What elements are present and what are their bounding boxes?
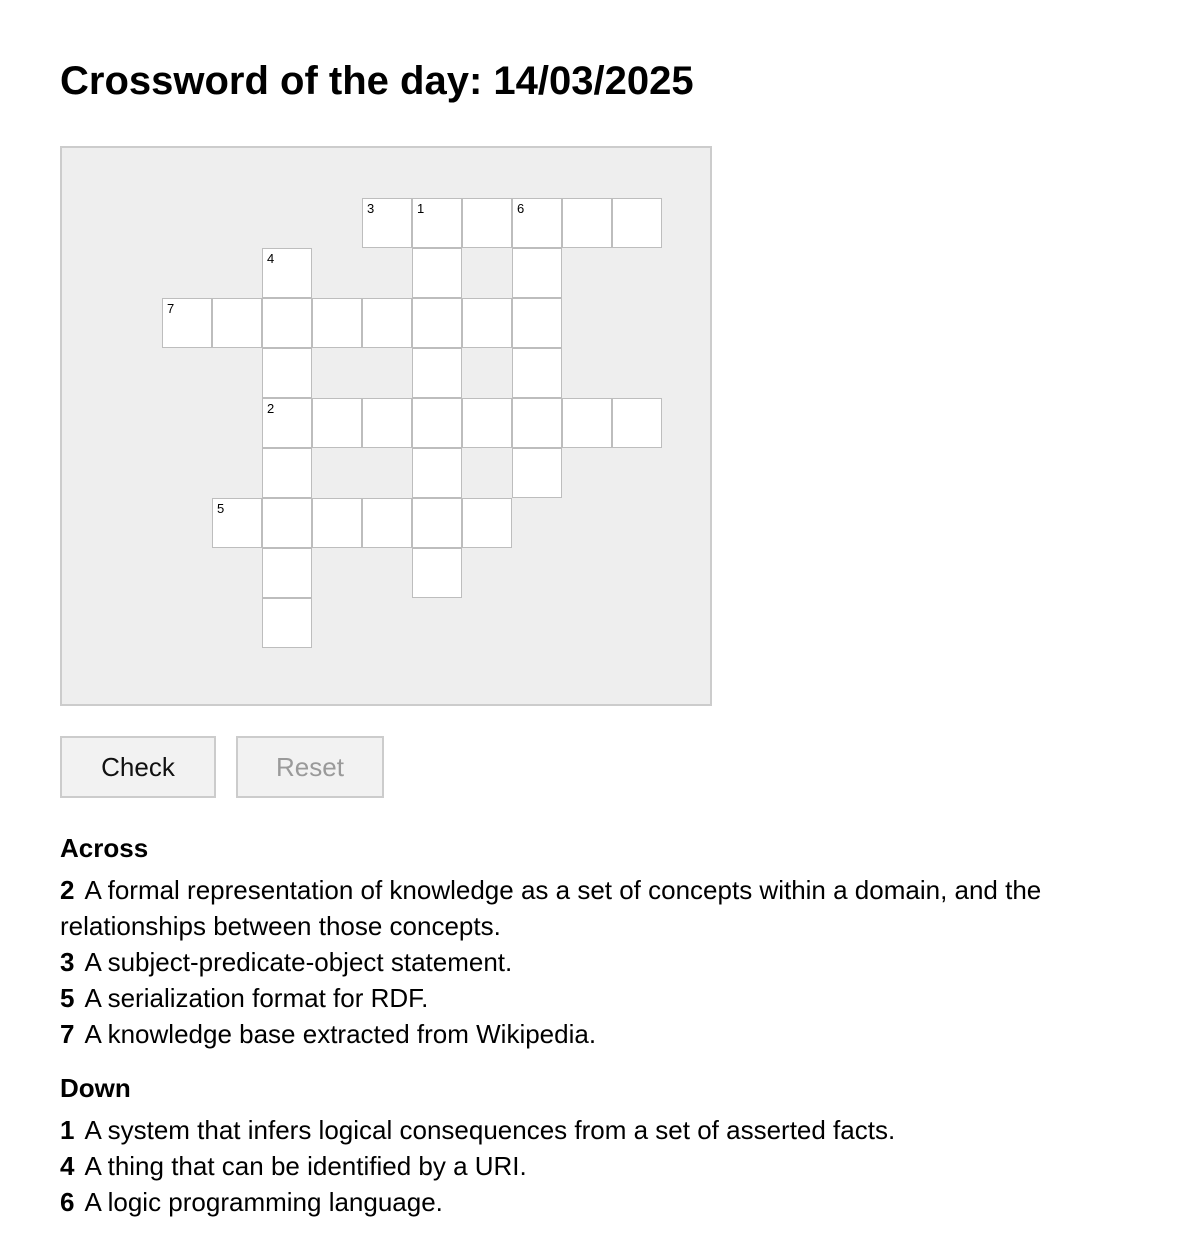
cell-input[interactable] [413, 249, 461, 297]
grid-cell[interactable] [262, 598, 312, 648]
grid-cell[interactable] [412, 398, 462, 448]
across-clue [60, 980, 1160, 1016]
grid-cell[interactable] [512, 398, 562, 448]
cell-input[interactable] [313, 299, 361, 347]
grid-cell[interactable] [262, 248, 312, 298]
grid-cell[interactable] [262, 348, 312, 398]
cell-input[interactable] [213, 299, 261, 347]
grid-cell[interactable] [412, 448, 462, 498]
check-button[interactable]: Check [60, 736, 216, 798]
cell-input[interactable] [513, 449, 561, 497]
cell-input[interactable] [263, 499, 311, 547]
grid-cell[interactable] [512, 298, 562, 348]
grid-cell[interactable] [612, 198, 662, 248]
grid-cell[interactable] [512, 348, 562, 398]
grid-cell[interactable] [462, 198, 512, 248]
grid-cell[interactable] [412, 548, 462, 598]
crossword-grid [60, 146, 712, 706]
cell-input[interactable] [263, 449, 311, 497]
cell-input[interactable] [413, 499, 461, 547]
grid-cell[interactable] [262, 498, 312, 548]
cell-input[interactable] [213, 499, 261, 547]
clue-text: A serialization format for RDF. [84, 983, 429, 1013]
clue-text: A thing that can be identified by a URI. [84, 1151, 527, 1181]
grid-cell[interactable] [412, 348, 462, 398]
clue-number: 5 [217, 501, 225, 516]
cell-input[interactable] [613, 399, 661, 447]
across-clue [60, 944, 1160, 980]
grid-cell[interactable] [162, 298, 212, 348]
clue-text: A system that infers logical consequences from a set of asserted facts. [84, 1115, 896, 1145]
cell-input[interactable] [263, 299, 311, 347]
clue-number: 3 [60, 947, 75, 977]
cell-input[interactable] [513, 349, 561, 397]
across-clue [60, 1016, 1160, 1052]
across-heading: Across [60, 833, 149, 863]
grid-cell[interactable] [512, 448, 562, 498]
cell-input[interactable] [363, 299, 411, 347]
cell-input[interactable] [263, 599, 311, 647]
cell-input[interactable] [463, 199, 511, 247]
cell-input[interactable] [563, 199, 611, 247]
grid-cell[interactable] [262, 548, 312, 598]
grid-cell[interactable] [312, 498, 362, 548]
grid-cell[interactable] [212, 298, 262, 348]
down-clue [60, 1148, 1160, 1184]
cell-input[interactable] [413, 299, 461, 347]
clue-number: 6 [517, 201, 525, 216]
grid-cell[interactable] [262, 448, 312, 498]
cell-input[interactable] [513, 399, 561, 447]
clue-number: 3 [367, 201, 375, 216]
cell-input[interactable] [463, 299, 511, 347]
grid-cell[interactable] [362, 298, 412, 348]
grid-cell[interactable] [362, 498, 412, 548]
cell-input[interactable] [163, 299, 211, 347]
grid-cell[interactable] [312, 298, 362, 348]
clue-number: 5 [60, 983, 75, 1013]
cell-input[interactable] [563, 399, 611, 447]
grid-cell[interactable] [312, 398, 362, 448]
grid-cell[interactable] [262, 398, 312, 448]
clue-number: 2 [60, 875, 75, 905]
cell-input[interactable] [413, 549, 461, 597]
cell-input[interactable] [363, 399, 411, 447]
cell-input[interactable] [513, 199, 561, 247]
cell-input[interactable] [263, 549, 311, 597]
across-clue [60, 872, 1160, 944]
cell-input[interactable] [413, 449, 461, 497]
clue-number: 4 [267, 251, 275, 266]
down-clue [60, 1184, 1160, 1220]
reset-button[interactable]: Reset [236, 736, 384, 798]
down-heading: Down [60, 1073, 131, 1103]
cell-input[interactable] [463, 499, 511, 547]
cell-input[interactable] [263, 399, 311, 447]
clue-number: 1 [60, 1115, 75, 1145]
grid-cell[interactable] [412, 498, 462, 548]
cell-input[interactable] [413, 199, 461, 247]
down-clue [60, 1112, 1160, 1148]
cell-input[interactable] [263, 349, 311, 397]
clue-text: A formal representation of knowledge as a set of concepts within a domain, and the relationships between those concepts. [60, 875, 1042, 941]
clue-number: 6 [60, 1187, 75, 1217]
clue-number: 7 [167, 301, 175, 316]
page-title: Crossword of the day: 14/03/2025 [60, 59, 694, 103]
cell-input[interactable] [363, 199, 411, 247]
clue-number: 7 [60, 1019, 75, 1049]
grid-cell[interactable] [362, 398, 412, 448]
grid-cell[interactable] [462, 398, 512, 448]
cell-input[interactable] [413, 349, 461, 397]
clue-number: 1 [417, 201, 425, 216]
clue-text: A subject-predicate-object statement. [84, 947, 513, 977]
clues-section [60, 828, 1160, 1220]
grid-cell[interactable] [212, 498, 262, 548]
cell-input[interactable] [513, 249, 561, 297]
cell-input[interactable] [363, 499, 411, 547]
grid-cell[interactable] [512, 198, 562, 248]
cell-input[interactable] [313, 399, 361, 447]
grid-cell[interactable] [562, 198, 612, 248]
grid-cell[interactable] [562, 398, 612, 448]
across-clue-list [60, 872, 1160, 1052]
clue-number: 2 [267, 401, 275, 416]
clue-text: A logic programming language. [84, 1187, 443, 1217]
grid-cell[interactable] [412, 248, 462, 298]
grid-cell[interactable] [412, 198, 462, 248]
grid-cell[interactable] [462, 498, 512, 548]
grid-cell[interactable] [512, 248, 562, 298]
grid-cell[interactable] [462, 298, 512, 348]
grid-cell[interactable] [412, 298, 462, 348]
cell-input[interactable] [413, 399, 461, 447]
grid-cell[interactable] [612, 398, 662, 448]
cell-input[interactable] [513, 299, 561, 347]
cell-input[interactable] [263, 249, 311, 297]
cell-input[interactable] [313, 499, 361, 547]
clue-text: A knowledge base extracted from Wikipedia. [84, 1019, 597, 1049]
clue-number: 4 [60, 1151, 75, 1181]
grid-cell[interactable] [262, 298, 312, 348]
cell-input[interactable] [463, 399, 511, 447]
down-clue-list [60, 1112, 1160, 1220]
cell-input[interactable] [613, 199, 661, 247]
grid-cell[interactable] [362, 198, 412, 248]
